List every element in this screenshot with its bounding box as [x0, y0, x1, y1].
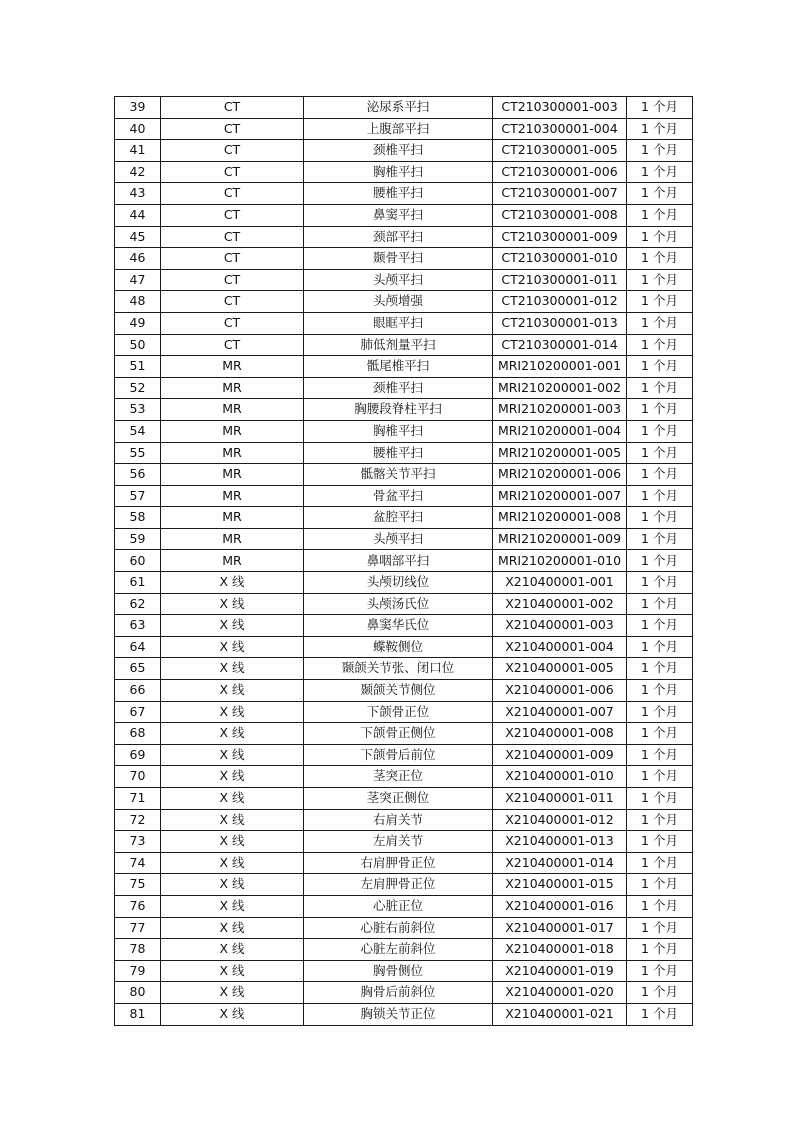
modality-cell: CT [161, 140, 304, 162]
validity-period-cell: 1 个月 [627, 723, 693, 745]
validity-period-cell: 1 个月 [627, 140, 693, 162]
item-code-cell: CT210300001-009 [493, 226, 627, 248]
item-code-cell: MRI210200001-004 [493, 420, 627, 442]
modality-cell: MR [161, 528, 304, 550]
row-number: 44 [115, 204, 161, 226]
table-row [115, 485, 693, 507]
validity-period-cell: 1 个月 [627, 507, 693, 529]
exam-name-cell: 头颅平扫 [304, 269, 493, 291]
table-row [115, 464, 693, 486]
modality-cell: X 线 [161, 939, 304, 961]
row-number: 40 [115, 118, 161, 140]
exam-name-cell: 胸骨侧位 [304, 960, 493, 982]
item-code-cell: X210400001-012 [493, 809, 627, 831]
validity-period-cell: 1 个月 [627, 852, 693, 874]
modality-cell: CT [161, 118, 304, 140]
item-code-cell: CT210300001-005 [493, 140, 627, 162]
table-row [115, 788, 693, 810]
item-code-cell: CT210300001-012 [493, 291, 627, 313]
modality-cell: X 线 [161, 960, 304, 982]
modality-cell: X 线 [161, 788, 304, 810]
modality-cell: X 线 [161, 701, 304, 723]
row-number: 53 [115, 399, 161, 421]
row-number: 51 [115, 356, 161, 378]
row-number: 77 [115, 917, 161, 939]
modality-cell: CT [161, 97, 304, 119]
exam-name-cell: 颈部平扫 [304, 226, 493, 248]
validity-period-cell: 1 个月 [627, 312, 693, 334]
exam-name-cell: 心脏右前斜位 [304, 917, 493, 939]
row-number: 62 [115, 593, 161, 615]
exam-name-cell: 头颅平扫 [304, 528, 493, 550]
validity-period-cell: 1 个月 [627, 572, 693, 594]
modality-cell: MR [161, 356, 304, 378]
item-code-cell: X210400001-017 [493, 917, 627, 939]
table-row [115, 226, 693, 248]
table-row [115, 895, 693, 917]
row-number: 43 [115, 183, 161, 205]
table-row [115, 356, 693, 378]
validity-period-cell: 1 个月 [627, 183, 693, 205]
table-row [115, 442, 693, 464]
validity-period-cell: 1 个月 [627, 788, 693, 810]
exam-name-cell: 心脏正位 [304, 895, 493, 917]
exam-name-cell: 颞颌关节张、闭口位 [304, 658, 493, 680]
item-code-cell: X210400001-006 [493, 680, 627, 702]
validity-period-cell: 1 个月 [627, 917, 693, 939]
row-number: 72 [115, 809, 161, 831]
table-row [115, 852, 693, 874]
item-code-cell: X210400001-020 [493, 982, 627, 1004]
item-code-cell: X210400001-021 [493, 1003, 627, 1025]
row-number: 75 [115, 874, 161, 896]
row-number: 59 [115, 528, 161, 550]
validity-period-cell: 1 个月 [627, 420, 693, 442]
validity-period-cell: 1 个月 [627, 248, 693, 270]
modality-cell: X 线 [161, 895, 304, 917]
table-row [115, 248, 693, 270]
modality-cell: MR [161, 377, 304, 399]
exam-name-cell: 右肩关节 [304, 809, 493, 831]
modality-cell: X 线 [161, 723, 304, 745]
row-number: 64 [115, 636, 161, 658]
item-code-cell: CT210300001-013 [493, 312, 627, 334]
exam-name-cell: 蝶鞍侧位 [304, 636, 493, 658]
item-code-cell: MRI210200001-008 [493, 507, 627, 529]
exam-name-cell: 左肩关节 [304, 831, 493, 853]
modality-cell: CT [161, 291, 304, 313]
validity-period-cell: 1 个月 [627, 442, 693, 464]
row-number: 66 [115, 680, 161, 702]
row-number: 55 [115, 442, 161, 464]
exam-name-cell: 下颌骨正位 [304, 701, 493, 723]
table-row [115, 874, 693, 896]
table-row [115, 377, 693, 399]
table-row [115, 1003, 693, 1025]
item-code-cell: CT210300001-007 [493, 183, 627, 205]
exam-name-cell: 鼻窦华氏位 [304, 615, 493, 637]
row-number: 76 [115, 895, 161, 917]
item-code-cell: X210400001-005 [493, 658, 627, 680]
exam-items-table [114, 96, 693, 1026]
row-number: 70 [115, 766, 161, 788]
validity-period-cell: 1 个月 [627, 464, 693, 486]
row-number: 45 [115, 226, 161, 248]
validity-period-cell: 1 个月 [627, 701, 693, 723]
item-code-cell: CT210300001-008 [493, 204, 627, 226]
item-code-cell: X210400001-008 [493, 723, 627, 745]
validity-period-cell: 1 个月 [627, 97, 693, 119]
exam-name-cell: 胸锁关节正位 [304, 1003, 493, 1025]
row-number: 52 [115, 377, 161, 399]
table-row [115, 960, 693, 982]
table-row [115, 140, 693, 162]
table-row [115, 161, 693, 183]
modality-cell: MR [161, 507, 304, 529]
exam-name-cell: 下颌骨后前位 [304, 744, 493, 766]
exam-name-cell: 下颌骨正侧位 [304, 723, 493, 745]
modality-cell: MR [161, 485, 304, 507]
item-code-cell: CT210300001-004 [493, 118, 627, 140]
table-row [115, 420, 693, 442]
exam-name-cell: 颞颌关节侧位 [304, 680, 493, 702]
row-number: 69 [115, 744, 161, 766]
validity-period-cell: 1 个月 [627, 399, 693, 421]
table-row [115, 550, 693, 572]
row-number: 49 [115, 312, 161, 334]
modality-cell: X 线 [161, 593, 304, 615]
validity-period-cell: 1 个月 [627, 356, 693, 378]
exam-name-cell: 茎突正侧位 [304, 788, 493, 810]
modality-cell: X 线 [161, 831, 304, 853]
row-number: 80 [115, 982, 161, 1004]
row-number: 67 [115, 701, 161, 723]
modality-cell: CT [161, 248, 304, 270]
item-code-cell: CT210300001-011 [493, 269, 627, 291]
modality-cell: CT [161, 183, 304, 205]
exam-name-cell: 眼眶平扫 [304, 312, 493, 334]
item-code-cell: X210400001-003 [493, 615, 627, 637]
modality-cell: X 线 [161, 1003, 304, 1025]
modality-cell: X 线 [161, 680, 304, 702]
table-row [115, 939, 693, 961]
exam-name-cell: 鼻窦平扫 [304, 204, 493, 226]
item-code-cell: X210400001-002 [493, 593, 627, 615]
row-number: 46 [115, 248, 161, 270]
row-number: 78 [115, 939, 161, 961]
modality-cell: X 线 [161, 874, 304, 896]
table-row [115, 269, 693, 291]
table-row [115, 982, 693, 1004]
table-row [115, 97, 693, 119]
table-row [115, 615, 693, 637]
modality-cell: X 线 [161, 766, 304, 788]
exam-name-cell: 颞骨平扫 [304, 248, 493, 270]
item-code-cell: X210400001-013 [493, 831, 627, 853]
item-code-cell: CT210300001-014 [493, 334, 627, 356]
table-row [115, 399, 693, 421]
exam-name-cell: 骨盆平扫 [304, 485, 493, 507]
row-number: 79 [115, 960, 161, 982]
validity-period-cell: 1 个月 [627, 118, 693, 140]
exam-name-cell: 胸腰段脊柱平扫 [304, 399, 493, 421]
validity-period-cell: 1 个月 [627, 226, 693, 248]
validity-period-cell: 1 个月 [627, 485, 693, 507]
exam-name-cell: 腰椎平扫 [304, 183, 493, 205]
exam-name-cell: 胸椎平扫 [304, 161, 493, 183]
item-code-cell: X210400001-016 [493, 895, 627, 917]
row-number: 63 [115, 615, 161, 637]
validity-period-cell: 1 个月 [627, 744, 693, 766]
table-row [115, 744, 693, 766]
item-code-cell: MRI210200001-010 [493, 550, 627, 572]
validity-period-cell: 1 个月 [627, 377, 693, 399]
exam-name-cell: 右肩胛骨正位 [304, 852, 493, 874]
modality-cell: CT [161, 312, 304, 334]
modality-cell: X 线 [161, 809, 304, 831]
item-code-cell: CT210300001-003 [493, 97, 627, 119]
exam-name-cell: 盆腔平扫 [304, 507, 493, 529]
modality-cell: CT [161, 161, 304, 183]
modality-cell: CT [161, 226, 304, 248]
table-row [115, 658, 693, 680]
exam-name-cell: 头颅切线位 [304, 572, 493, 594]
item-code-cell: MRI210200001-005 [493, 442, 627, 464]
row-number: 57 [115, 485, 161, 507]
row-number: 56 [115, 464, 161, 486]
modality-cell: MR [161, 420, 304, 442]
item-code-cell: X210400001-001 [493, 572, 627, 594]
exam-name-cell: 胸椎平扫 [304, 420, 493, 442]
modality-cell: CT [161, 269, 304, 291]
validity-period-cell: 1 个月 [627, 1003, 693, 1025]
item-code-cell: X210400001-015 [493, 874, 627, 896]
table-row [115, 809, 693, 831]
modality-cell: X 线 [161, 744, 304, 766]
exam-name-cell: 胸骨后前斜位 [304, 982, 493, 1004]
item-code-cell: X210400001-004 [493, 636, 627, 658]
validity-period-cell: 1 个月 [627, 528, 693, 550]
row-number: 74 [115, 852, 161, 874]
modality-cell: MR [161, 464, 304, 486]
validity-period-cell: 1 个月 [627, 766, 693, 788]
modality-cell: X 线 [161, 572, 304, 594]
item-code-cell: X210400001-011 [493, 788, 627, 810]
modality-cell: X 线 [161, 852, 304, 874]
table-row [115, 680, 693, 702]
item-code-cell: X210400001-014 [493, 852, 627, 874]
row-number: 71 [115, 788, 161, 810]
row-number: 54 [115, 420, 161, 442]
item-code-cell: MRI210200001-002 [493, 377, 627, 399]
row-number: 47 [115, 269, 161, 291]
modality-cell: MR [161, 399, 304, 421]
table-row [115, 183, 693, 205]
exam-name-cell: 泌尿系平扫 [304, 97, 493, 119]
exam-name-cell: 颈椎平扫 [304, 377, 493, 399]
exam-name-cell: 骶髂关节平扫 [304, 464, 493, 486]
table-row [115, 528, 693, 550]
table-row [115, 593, 693, 615]
table-row [115, 312, 693, 334]
row-number: 50 [115, 334, 161, 356]
exam-name-cell: 鼻咽部平扫 [304, 550, 493, 572]
exam-name-cell: 上腹部平扫 [304, 118, 493, 140]
row-number: 68 [115, 723, 161, 745]
validity-period-cell: 1 个月 [627, 809, 693, 831]
item-code-cell: X210400001-019 [493, 960, 627, 982]
item-code-cell: X210400001-010 [493, 766, 627, 788]
validity-period-cell: 1 个月 [627, 874, 693, 896]
exam-name-cell: 颈椎平扫 [304, 140, 493, 162]
exam-name-cell: 心脏左前斜位 [304, 939, 493, 961]
exam-name-cell: 茎突正位 [304, 766, 493, 788]
modality-cell: CT [161, 334, 304, 356]
item-code-cell: X210400001-009 [493, 744, 627, 766]
modality-cell: MR [161, 442, 304, 464]
table-row [115, 118, 693, 140]
table-row [115, 572, 693, 594]
modality-cell: X 线 [161, 615, 304, 637]
validity-period-cell: 1 个月 [627, 269, 693, 291]
validity-period-cell: 1 个月 [627, 291, 693, 313]
validity-period-cell: 1 个月 [627, 550, 693, 572]
item-code-cell: MRI210200001-001 [493, 356, 627, 378]
validity-period-cell: 1 个月 [627, 960, 693, 982]
row-number: 48 [115, 291, 161, 313]
modality-cell: X 线 [161, 982, 304, 1004]
row-number: 65 [115, 658, 161, 680]
modality-cell: MR [161, 550, 304, 572]
validity-period-cell: 1 个月 [627, 680, 693, 702]
table-row [115, 701, 693, 723]
exam-name-cell: 肺低剂量平扫 [304, 334, 493, 356]
row-number: 60 [115, 550, 161, 572]
exam-name-cell: 头颅增强 [304, 291, 493, 313]
validity-period-cell: 1 个月 [627, 204, 693, 226]
table-row [115, 831, 693, 853]
row-number: 42 [115, 161, 161, 183]
item-code-cell: CT210300001-010 [493, 248, 627, 270]
exam-name-cell: 头颅汤氏位 [304, 593, 493, 615]
exam-name-cell: 腰椎平扫 [304, 442, 493, 464]
validity-period-cell: 1 个月 [627, 593, 693, 615]
modality-cell: X 线 [161, 636, 304, 658]
table-row [115, 723, 693, 745]
item-code-cell: X210400001-007 [493, 701, 627, 723]
validity-period-cell: 1 个月 [627, 982, 693, 1004]
row-number: 73 [115, 831, 161, 853]
row-number: 41 [115, 140, 161, 162]
item-code-cell: MRI210200001-006 [493, 464, 627, 486]
row-number: 81 [115, 1003, 161, 1025]
modality-cell: X 线 [161, 658, 304, 680]
modality-cell: CT [161, 204, 304, 226]
table-row [115, 334, 693, 356]
validity-period-cell: 1 个月 [627, 831, 693, 853]
table-row [115, 291, 693, 313]
table-row [115, 917, 693, 939]
validity-period-cell: 1 个月 [627, 939, 693, 961]
table-row [115, 636, 693, 658]
validity-period-cell: 1 个月 [627, 636, 693, 658]
item-code-cell: MRI210200001-003 [493, 399, 627, 421]
validity-period-cell: 1 个月 [627, 615, 693, 637]
row-number: 58 [115, 507, 161, 529]
validity-period-cell: 1 个月 [627, 334, 693, 356]
item-code-cell: MRI210200001-009 [493, 528, 627, 550]
table-row [115, 766, 693, 788]
validity-period-cell: 1 个月 [627, 161, 693, 183]
row-number: 39 [115, 97, 161, 119]
exam-name-cell: 骶尾椎平扫 [304, 356, 493, 378]
exam-name-cell: 左肩胛骨正位 [304, 874, 493, 896]
item-code-cell: MRI210200001-007 [493, 485, 627, 507]
table-row [115, 507, 693, 529]
validity-period-cell: 1 个月 [627, 658, 693, 680]
item-code-cell: CT210300001-006 [493, 161, 627, 183]
table-row [115, 204, 693, 226]
modality-cell: X 线 [161, 917, 304, 939]
row-number: 61 [115, 572, 161, 594]
table-body [115, 97, 693, 1026]
item-code-cell: X210400001-018 [493, 939, 627, 961]
validity-period-cell: 1 个月 [627, 895, 693, 917]
